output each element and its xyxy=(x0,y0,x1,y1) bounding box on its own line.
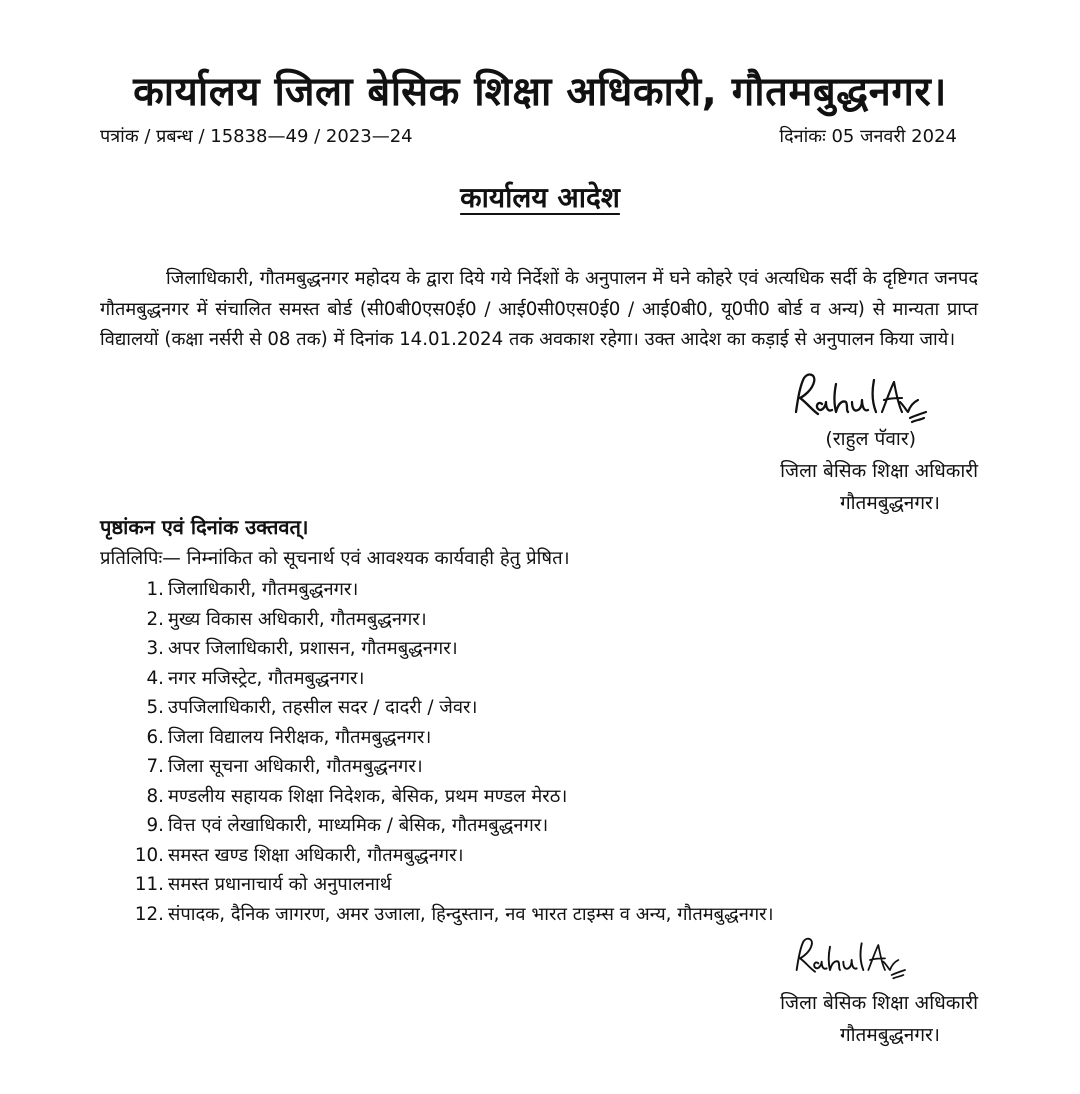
order-heading xyxy=(0,178,1080,216)
signatory-place: गौतमबुद्धनगर। xyxy=(839,492,940,514)
signature-2-image xyxy=(790,935,910,985)
list-item: 2. मुख्य विकास अधिकारी, गौतमबुद्धनगर। xyxy=(146,608,427,630)
signatory-designation: जिला बेसिक शिक्षा अधिकारी xyxy=(780,460,978,482)
signatory-place: गौतमबुद्धनगर। xyxy=(839,1024,940,1046)
copy-list xyxy=(100,575,774,929)
list-item: 7. जिला सूचना अधिकारी, गौतमबुद्धनगर। xyxy=(146,756,423,777)
signature-block-2 xyxy=(780,987,978,1051)
copy-to-intro: प्रतिलिपिः— निम्नांकित को सूचनार्थ एवं आवश्यक कार्यवाही हेतु प्रेषित। xyxy=(100,548,570,569)
office-title: कार्यालय जिला बेसिक शिक्षा अधिकारी, गौतमबुद्धनगर। xyxy=(133,69,947,115)
list-item: 5. उपजिलाधिकारी, तहसील सदर / दादरी / जेवर। xyxy=(146,697,478,718)
signature-1-image xyxy=(790,370,930,430)
signatory-designation: जिला बेसिक शिक्षा अधिकारी xyxy=(780,992,978,1014)
list-item: 10. समस्त खण्ड शिक्षा अधिकारी, गौतमबुद्धनगर। xyxy=(134,844,464,866)
order-heading-text: कार्यालय आदेश xyxy=(460,181,620,214)
order-date: दिनांकः 05 जनवरी 2024 xyxy=(779,126,957,147)
list-item: 9. वित्त एवं लेखाधिकारी, माध्यमिक / बेसिक, गौतमबुद्धनगर। xyxy=(146,815,549,836)
list-item: 6. जिला विद्यालय निरीक्षक, गौतमबुद्धनगर। xyxy=(146,726,432,748)
list-item: 12. संपादक, दैनिक जागरण, अमर उजाला, हिन्दुस्तान, नव भारत टाइम्स व अन्य, गौतमबुद्धनगर। xyxy=(134,903,774,925)
list-item: 11. समस्त प्रधानाचार्य को अनुपालनार्थ xyxy=(134,874,392,895)
signature-block-1 xyxy=(780,423,978,519)
order-body: जिलाधिकारी, गौतमबुद्धनगर महोदय के द्वारा दिये गये निर्देशों के अनुपालन में घने कोहरे एवं अत्यधिक सर्दी के दृष्टिगत जनपद गौतमबुद्धनगर में संचालित समस्त बोर्ड (सी0बी0एस0ई0 / आई0सी0एस0ई0 / आई0बी0, यू0पी0 बोर्ड व अन्य) से मान्यता प्राप्त विद्यालयों (कक्षा नर्सरी से 08 तक) में दिनांक 14.01.2024 तक अवकाश रहेगा। उक्त आदेश का कड़ाई से अनुपालन किया जाये। xyxy=(100,268,978,351)
list-item: 1. जिलाधिकारी, गौतमबुद्धनगर। xyxy=(146,579,359,600)
signatory-name: (राहुल पॅवार) xyxy=(825,428,916,450)
list-item: 3. अपर जिलाधिकारी, प्रशासन, गौतमबुद्धनगर। xyxy=(146,638,458,659)
reference-number: पत्रांक / प्रबन्ध / 15838—49 / 2023—24 xyxy=(100,126,413,147)
endorsement-heading: पृष्ठांकन एवं दिनांक उक्तवत्। xyxy=(100,515,309,539)
list-item: 8. मण्डलीय सहायक शिक्षा निदेशक, बेसिक, प्रथम मण्डल मेरठ। xyxy=(146,785,568,807)
list-item: 4. नगर मजिस्ट्रेट, गौतमबुद्धनगर। xyxy=(146,667,365,689)
